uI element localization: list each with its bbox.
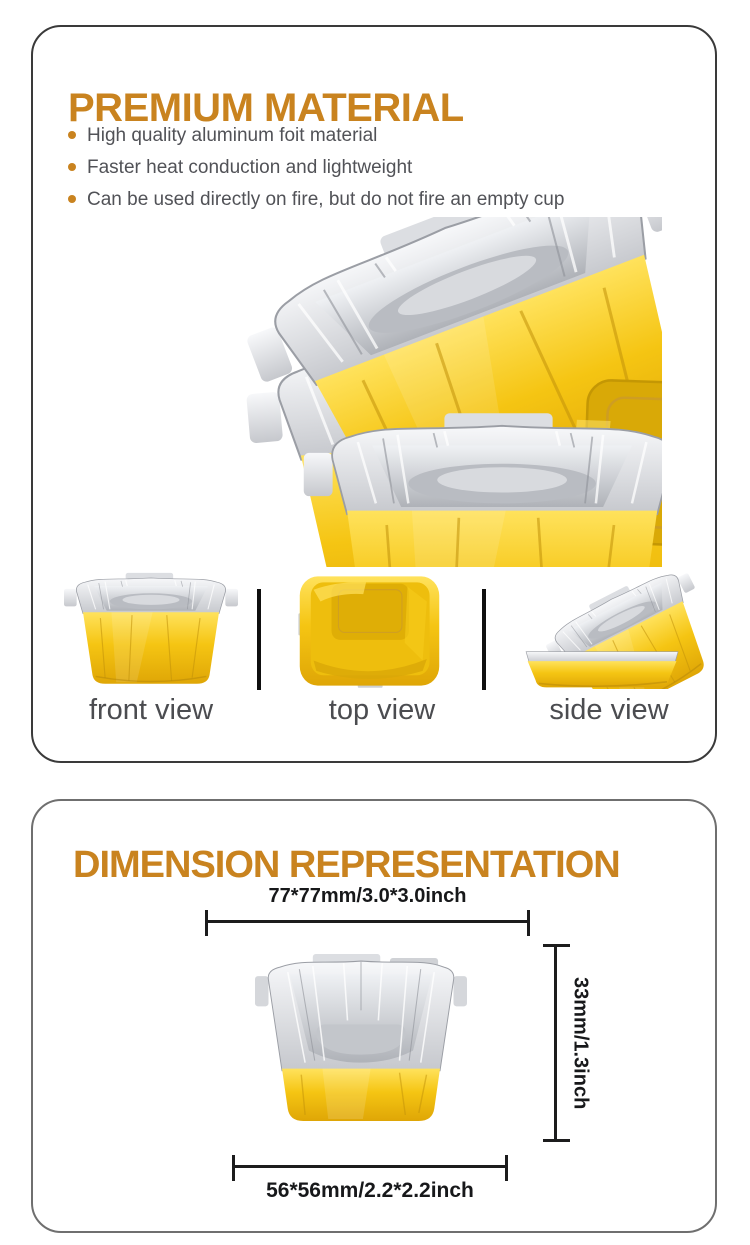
base-width-dimension-label: 56*56mm/2.2*2.2inch [266, 1179, 474, 1202]
height-dimension-line [554, 944, 557, 1142]
feature-item [68, 189, 564, 210]
premium-material-card [31, 25, 717, 763]
foil-cups-group-photo [62, 217, 662, 567]
front-view-label: front view [88, 694, 214, 726]
feature-list [68, 125, 564, 221]
view-divider [257, 589, 261, 690]
bullet-dot-icon [68, 163, 76, 171]
foil-cup-dimension-photo [255, 950, 467, 1126]
side-view-label: side view [549, 694, 669, 726]
top-width-dimension-label: 77*77mm/3.0*3.0inch [268, 885, 467, 907]
front-view-photo [64, 567, 238, 691]
top-width-dimension-line [205, 920, 530, 923]
feature-text: Can be used directly on fire, but do not fire an empty cup [87, 189, 565, 210]
base-width-dimension-line [232, 1165, 508, 1168]
bullet-dot-icon [68, 195, 76, 203]
dimension-section-title: DIMENSION REPRESENTATION [73, 844, 620, 887]
top-view-photo [297, 572, 442, 690]
premium-section-title: PREMIUM MATERIAL [68, 85, 464, 130]
side-view-photo [515, 534, 705, 689]
feature-item [68, 157, 564, 178]
bullet-dot-icon [68, 131, 76, 139]
height-dimension-label: 33mm/1.3inch [569, 976, 592, 1110]
view-divider [482, 589, 486, 690]
feature-text: Faster heat conduction and lightweight [87, 157, 413, 178]
top-view-label: top view [328, 694, 436, 726]
feature-item [68, 125, 564, 146]
feature-text: High quality aluminum foit material [87, 125, 378, 146]
dimension-representation-card [31, 799, 717, 1233]
